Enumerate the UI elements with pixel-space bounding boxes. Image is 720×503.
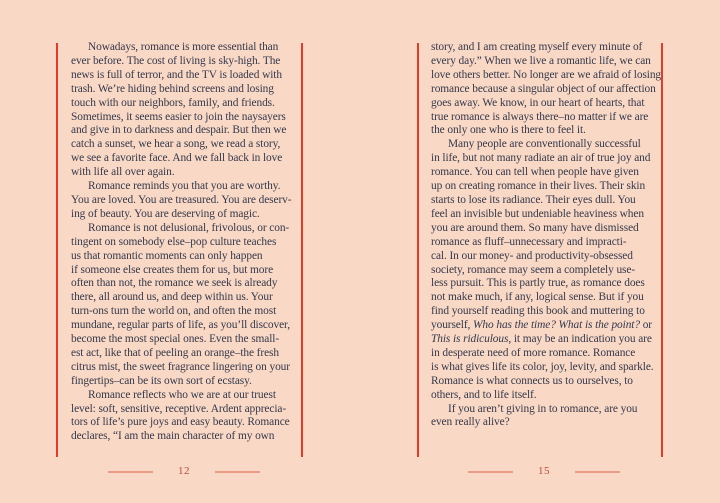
paragraph: Romance is not delusional, frivolous, or con- tingent on somebody else–pop culture teaches us that romantic moments can only happen if someone else creates them for us, but more often than not, the romance we seek is already there, all around us, and deep within us. Your turn-ons turn the world on, and often the most mundane, regular parts of life, as you’ll discover, become the most special ones. Even the small- est act, like that of peeling an orange–the fresh citrus mist, the sweet fragrance lingering on your fingertips–can be its own sort of ecstasy.: [71, 221, 291, 387]
paragraph: story, and I am creating myself every minute of every day.” When we live a romantic life, we can love others better. No longer are we afraid of losing romance because a singular object of our affection goes away. We know, in our heart of hearts, that true romance is always there–no matter if we are the only one who is there to feel it.: [431, 41, 662, 137]
left-page-footer: [71, 466, 297, 477]
footer-dash: [575, 471, 620, 473]
footer-dash: [468, 471, 513, 473]
paragraph: If you aren’t giving in to romance, are you even really alive?: [431, 402, 638, 429]
paragraph: Many people are conventionally successful in life, but not many radiate an air of true joy and romance. You can tell when people have given up on creating romance in their lives. Their skin starts to lose its radiance. Their eyes dull. You feel an invisible but undeniable heaviness when you are around them. So many have dismissed romance as fluff–unnecessary and impracti- cal. In our money- and productivity-obsessed society, romance may seem a completely use- less pursuit. This is partly true, as romance does not make much, if any, logical sense. But if you find yourself reading this book and muttering to yourself, Who has the time? What is the point? or This is ridiculous, it may be an indication you are in desperate need of more romance. Romance is what gives life its color, joy, levity, and sparkle. Romance is what connects us to ourselves, to others, and to life itself.: [431, 138, 654, 401]
left-page-number: 12: [178, 465, 190, 477]
right-page-number: 15: [538, 465, 550, 477]
right-page-text: [431, 41, 665, 430]
right-page-left-rule: [417, 43, 419, 457]
right-page-footer: [431, 466, 657, 477]
left-page-text: [71, 41, 305, 444]
left-page-left-rule: [56, 43, 58, 457]
paragraph: Nowadays, romance is more essential than ever before. The cost of living is sky-high. The news is full of terror, and the TV is loaded with trash. We’re hiding behind screens and losing touch with our neighbors, family, and friends. Sometimes, it seems easier to join the naysayers and give in to darkness and despair. But then we catch a sunset, we hear a song, we read a story, we see a favorite face. And we fall back in love with life all over again.: [71, 41, 287, 179]
paragraph: Romance reminds you that you are worthy. You are loved. You are treasured. You are deserv- ing of beauty. You are deserving of magic.: [71, 180, 292, 220]
footer-dash: [108, 471, 153, 473]
footer-dash: [215, 471, 260, 473]
paragraph: Romance reflects who we are at our truest level: soft, sensitive, receptive. Ardent apprecia- tors of life’s pure joys and easy beauty. Romance declares, “I am the main character of my own: [71, 388, 290, 443]
